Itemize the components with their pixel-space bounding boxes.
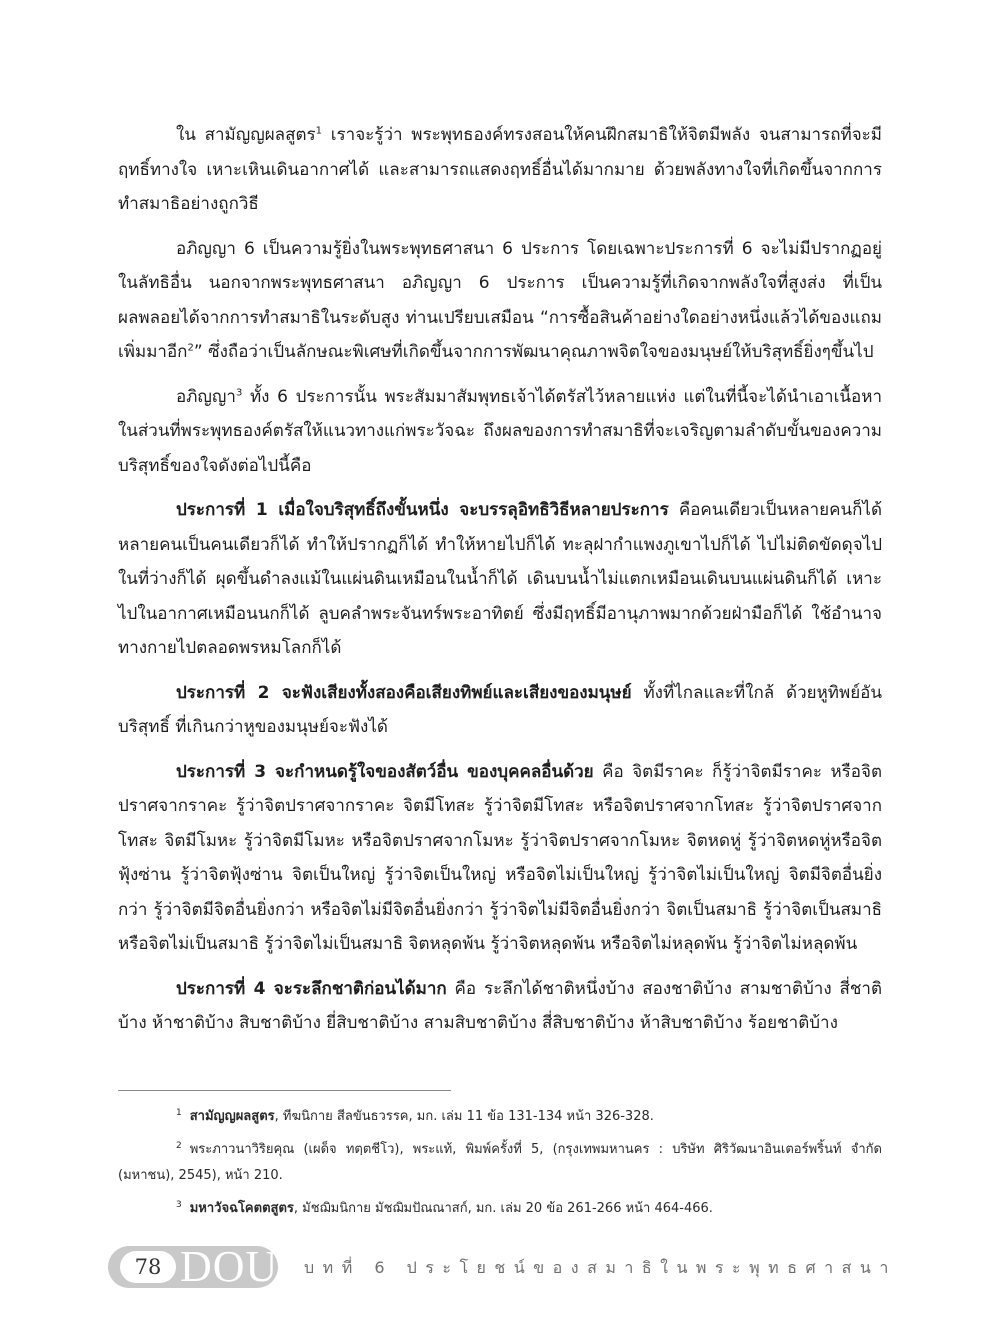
footnote-3: $^3$ มหาวัจฉโคตตสูตร, มัชฌิมนิกาย มัชฌิมปัณณาสก์, มก. เล่ม 20 ข้อ 261-266 หน้า 464-466. — [176, 1199, 713, 1216]
footer-badge — [108, 1242, 279, 1291]
footnote-ref-2: 2 — [187, 342, 194, 354]
paragraph-4: ประการที่ 1 เมื่อใจบริสุทธิ์ถึงขั้นหนึ่ง จะบรรลุอิทธิวิธีหลายประการ คือคนเดียวเป็นหลายคนก็ได้ หลายคนเป็นคนเดียวก็ได้ ทำให้ปรากฏก็ได้ ทำให้หายไปก็ได้ ทะลุฝากำแพงภูเขาไปก็ได้ ไปไม่ติดขัดดุจไปในที่ว่างก็ได้ ผุดขึ้นดำลงแม้ในแผ่นดินเหมือนในน้ำก็ได้ เดินบนน้ำไม่แตกเหมือนเดินบนแผ่นดินก็ได้ เหาะไปในอากาศเหมือนนกก็ได้ ลูบคลำพระจันทร์พระอาทิตย์ ซึ่งมีฤทธิ์มีอานุภาพมากด้วยฝ่ามือก็ได้ ใช้อำนาจทางกายไปตลอดพรหมโลกก็ได้ — [118, 500, 882, 658]
paragraph-1: ใน สามัญญผลสูตร$^1$ เราจะรู้ว่า พระพุทธองค์ทรงสอนให้คนฝึกสมาธิให้จิตมีพลัง จนสามารถที่จะมีฤทธิ์ทางใจ เหาะเหินเดินอากาศได้ และสามารถแสดงฤทธิ์อื่นได้มากมาย ด้วยพลังทางใจที่เกิดขึ้นจากการทำสมาธิอย่างถูกวิธี — [118, 125, 882, 214]
paragraph-3: อภิญญา$^3$ ทั้ง 6 ประการนั้น พระสัมมาสัมพุทธเจ้าได้ตรัสไว้หลายแห่ง แต่ในที่นี้จะได้นำเอาเนื้อหาในส่วนที่พระพุทธองค์ตรัสให้แนวทางแก่พระวัจฉะ ถึงผลของการทำสมาธิที่จะเจริญตามลำดับขั้นของความบริสุทธิ์ของใจดังต่อไปนี้คือ — [118, 386, 882, 476]
item-heading-4: ประการที่ 4 จะระลึกชาติก่อนได้มาก — [176, 978, 447, 999]
footnote-2: $^2$ พระภาวนาวิริยคุณ (เผด็จ ทตฺตชีโว), พระแท้, พิมพ์ครั้งที่ 5, (กรุงเทพมหานคร : บริษัท ศิริวัฒนาอินเตอร์พริ้นท์ จำกัด (มหาชน), 2545), หน้า 210. — [118, 1140, 882, 1183]
item-heading-1: ประการที่ 1 เมื่อใจบริสุทธิ์ถึงขั้นหนึ่ง จะบรรลุอิทธิวิธีหลายประการ — [176, 500, 669, 520]
paragraph-5: ประการที่ 2 จะฟังเสียงทั้งสองคือเสียงทิพย์และเสียงของมนุษย์ ทั้งที่ไกลและที่ใกล้ ด้วยหูทิพย์อันบริสุทธิ์ ที่เกินกว่าหูของมนุษย์จะฟังได้ — [118, 682, 882, 737]
paragraph-2: อภิญญา 6 เป็นความรู้ยิ่งในพระพุทธศาสนา 6 ประการ โดยเฉพาะประการที่ 6 จะไม่มีปรากฏอยู่ในลัทธิอื่น นอกจากพระพุทธศาสนา อภิญญา 6 ประการ เป็นความรู้ที่เกิดจากพลังใจที่สูงส่ง ที่เป็นผลพลอยได้จากการทำสมาธิในระดับสูง ท่านเปรียบเสมือน “การซื้อสินค้าอย่างใดอย่างหนึ่งแล้วได้ของแถมเพิ่มมาอีก$^2$” ซึ่งถือว่าเป็นลักษณะพิเศษที่เกิดขึ้นจากการพัฒนาคุณภาพจิตใจของมนุษย์ให้บริสุทธิ์ยิ่งๆขึ้นไป — [118, 238, 882, 362]
item-heading-3: ประการที่ 3 จะกำหนดรู้ใจของสัตว์อื่น ของบุคคลอื่นด้วย — [176, 761, 594, 782]
item-heading-2: ประการที่ 2 จะฟังเสียงทั้งสองคือเสียงทิพย์และเสียงของมนุษย์ — [176, 682, 632, 703]
paragraph-7: ประการที่ 4 จะระลึกชาติก่อนได้มาก คือ ระลึกได้ชาติหนึ่งบ้าง สองชาติบ้าง สามชาติบ้าง สี่ชาติบ้าง ห้าชาติบ้าง สิบชาติบ้าง ยี่สิบชาติบ้าง สามสิบชาติบ้าง สี่สิบชาติบ้าง ห้าสิบชาติบ้าง ร้อยชาติบ้าง — [118, 978, 882, 1033]
footnote-divider — [118, 1090, 451, 1091]
page-number: 78 — [120, 1251, 176, 1283]
page-footer — [108, 1242, 897, 1291]
paragraph-6: ประการที่ 3 จะกำหนดรู้ใจของสัตว์อื่น ของบุคคลอื่นด้วย คือ จิตมีราคะ ก็รู้ว่าจิตมีราคะ หรือจิตปราศจากราคะ รู้ว่าจิตปราศจากราคะ จิตมีโทสะ รู้ว่าจิตมีโทสะ หรือจิตปราศจากโทสะ รู้ว่าจิตปราศจากโทสะ จิตมีโมหะ รู้ว่าจิตมีโมหะ หรือจิตปราศจากโมหะ รู้ว่าจิตปราศจากโมหะ จิตหดหู่ รู้ว่าจิตหดหู่หรือจิตฟุ้งซ่าน รู้ว่าจิตฟุ้งซ่าน จิตเป็นใหญ่ รู้ว่าจิตเป็นใหญ่ หรือจิตไม่เป็นใหญ่ รู้ว่าจิตไม่เป็นใหญ่ จิตมีจิตอื่นยิ่งกว่า รู้ว่าจิตมีจิตอื่นยิ่งกว่า หรือจิตไม่มีจิตอื่นยิ่งกว่า รู้ว่าจิตไม่มีจิตอื่นยิ่งกว่า จิตเป็นสมาธิ รู้ว่าจิตเป็นสมาธิ หรือจิตไม่เป็นสมาธิ รู้ว่าจิตไม่เป็นสมาธิ จิตหลุดพ้น รู้ว่าจิตหลุดพ้น หรือจิตไม่หลุดพ้น รู้ว่าจิตไม่หลุดพ้น — [118, 761, 882, 954]
dou-logo: DOU — [180, 1242, 279, 1291]
body-text — [118, 118, 882, 1051]
chapter-title: บทที่ 6 ประโยชน์ของสมาธิในพระพุทธศาสนา — [304, 1258, 897, 1277]
footnote-1: $^1$ สามัญญผลสูตร, ทีฆนิกาย สีลขันธวรรค, มก. เล่ม 11 ข้อ 131-134 หน้า 326-328. — [176, 1107, 654, 1124]
footnote-ref-1: 1 — [315, 125, 323, 137]
footnote-ref-3: 3 — [235, 386, 243, 398]
footnotes — [118, 1104, 882, 1229]
